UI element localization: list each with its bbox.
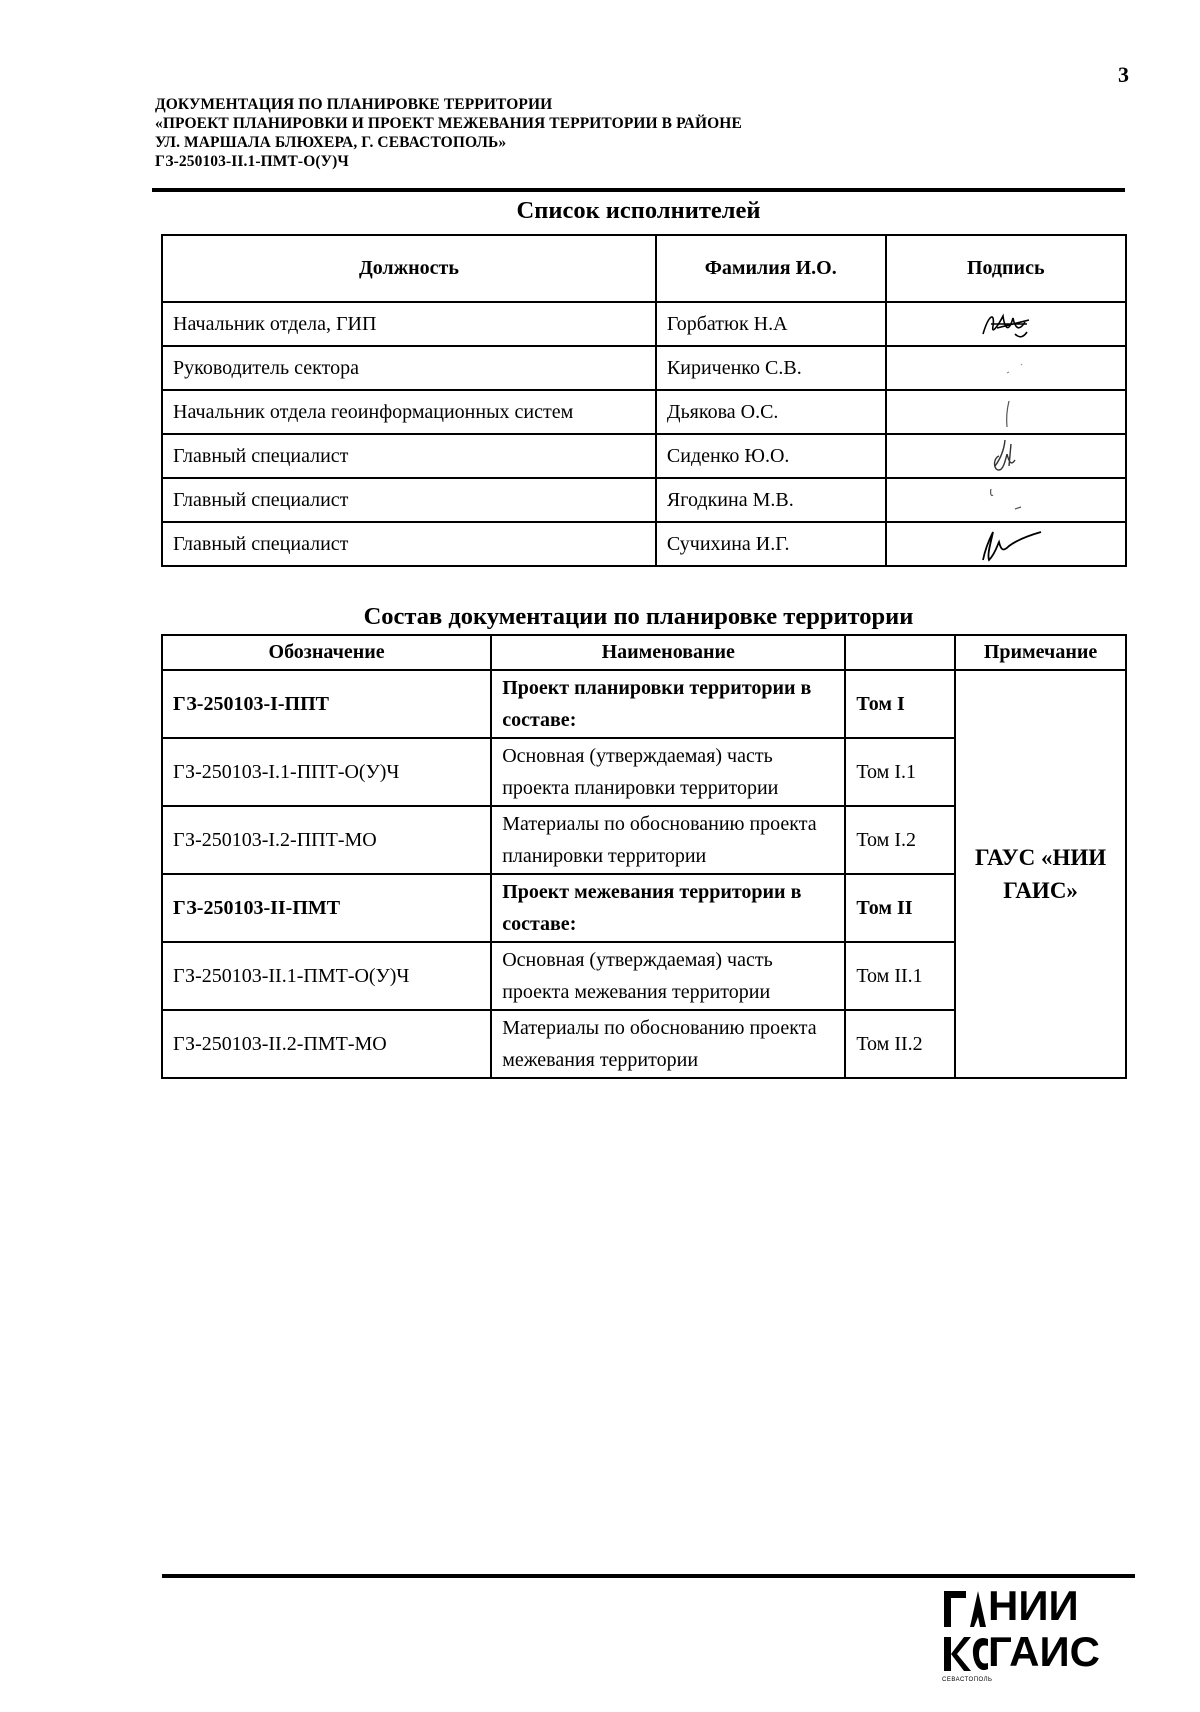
title-cell: Проект межевания территории в составе: [491, 874, 845, 942]
volume-cell: Том I [845, 670, 955, 738]
signature-cell [886, 390, 1127, 434]
name-cell: Горбатюк Н.А [656, 302, 886, 346]
table-row [162, 670, 1126, 738]
signature-image [961, 524, 1051, 564]
composition-title: Состав документации по планировке территории [363, 603, 914, 630]
volume-cell: Том II.1 [845, 942, 955, 1010]
designation-cell: ГЗ-250103-I.2-ППТ-МО [162, 806, 491, 874]
logo-line-1: НИИ [988, 1582, 1079, 1629]
executors-table [161, 234, 1127, 567]
logo-mark-icon [940, 1589, 990, 1679]
note-cell: ГАУС «НИИ ГАИС» [955, 670, 1126, 1078]
position-cell: Начальник отдела геоинформационных систем [162, 390, 656, 434]
position-cell: Руководитель сектора [162, 346, 656, 390]
signature-image [971, 304, 1041, 344]
header-line-1: ДОКУМЕНТАЦИЯ ПО ПЛАНИРОВКЕ ТЕРРИТОРИИ [155, 96, 553, 113]
title-cell: Материалы по обоснованию проекта планировки территории [491, 806, 845, 874]
page-number: 3 [1118, 62, 1129, 87]
volume-cell: Том I.1 [845, 738, 955, 806]
volume-cell: Том II [845, 874, 955, 942]
composition-table [161, 634, 1127, 1079]
table-row [162, 522, 1126, 566]
signature-cell [886, 522, 1127, 566]
title-cell: Основная (утверждаемая) часть проекта межевания территории [491, 942, 845, 1010]
designation-cell: ГЗ-250103-I.1-ППТ-О(У)Ч [162, 738, 491, 806]
designation-cell: ГЗ-250103-II.1-ПМТ-О(У)Ч [162, 942, 491, 1010]
composition-header-row [162, 635, 1126, 670]
position-cell: Главный специалист [162, 434, 656, 478]
column-header-title: Наименование [491, 635, 845, 670]
signature-cell [886, 346, 1127, 390]
volume-cell: Том II.2 [845, 1010, 955, 1078]
name-cell: Кириченко С.В. [656, 346, 886, 390]
name-cell: Ягодкина М.В. [656, 478, 886, 522]
signature-image [971, 353, 1041, 383]
header-line-2: «ПРОЕКТ ПЛАНИРОВКИ И ПРОЕКТ МЕЖЕВАНИЯ ТЕРРИТОРИИ В РАЙОНЕ [155, 115, 742, 132]
signature-cell [886, 434, 1127, 478]
logo-text [988, 1583, 1100, 1675]
signature-image [971, 436, 1041, 476]
title-cell: Материалы по обоснованию проекта межевания территории [491, 1010, 845, 1078]
name-cell: Сучихина И.Г. [656, 522, 886, 566]
column-header-name: Фамилия И.О. [656, 235, 886, 302]
position-cell: Главный специалист [162, 522, 656, 566]
column-header-position: Должность [162, 235, 656, 302]
header-divider [152, 188, 1125, 192]
column-header-volume [845, 635, 955, 670]
name-cell: Сиденко Ю.О. [656, 434, 886, 478]
column-header-designation: Обозначение [162, 635, 491, 670]
title-cell: Проект планировки территории в составе: [491, 670, 845, 738]
logo-line-2: ГАИС [988, 1628, 1101, 1675]
table-row [162, 390, 1126, 434]
name-cell: Дьякова О.С. [656, 390, 886, 434]
signature-cell [886, 478, 1127, 522]
signature-cell [886, 302, 1127, 346]
volume-cell: Том I.2 [845, 806, 955, 874]
column-header-signature: Подпись [886, 235, 1127, 302]
footer-divider [162, 1574, 1135, 1578]
document-header [155, 95, 742, 171]
position-cell: Главный специалист [162, 478, 656, 522]
position-cell: Начальник отдела, ГИП [162, 302, 656, 346]
signature-image [971, 395, 1041, 429]
executors-title: Список исполнителей [516, 197, 761, 224]
column-header-note: Примечание [955, 635, 1126, 670]
table-row [162, 302, 1126, 346]
executors-header-row [162, 235, 1126, 302]
designation-cell: ГЗ-250103-II.2-ПМТ-МО [162, 1010, 491, 1078]
organization-logo [940, 1583, 1120, 1685]
designation-cell: ГЗ-250103-I-ППТ [162, 670, 491, 738]
logo-caption: СЕВАСТОПОЛЬ [942, 1677, 993, 1683]
header-line-3: УЛ. МАРШАЛА БЛЮХЕРА, Г. СЕВАСТОПОЛЬ» [155, 134, 507, 151]
signature-image [971, 485, 1041, 515]
designation-cell: ГЗ-250103-II-ПМТ [162, 874, 491, 942]
title-cell: Основная (утверждаемая) часть проекта планировки территории [491, 738, 845, 806]
table-row [162, 434, 1126, 478]
table-row [162, 346, 1126, 390]
table-row [162, 478, 1126, 522]
header-document-code: ГЗ-250103-II.1-ПМТ-О(У)Ч [155, 153, 349, 170]
